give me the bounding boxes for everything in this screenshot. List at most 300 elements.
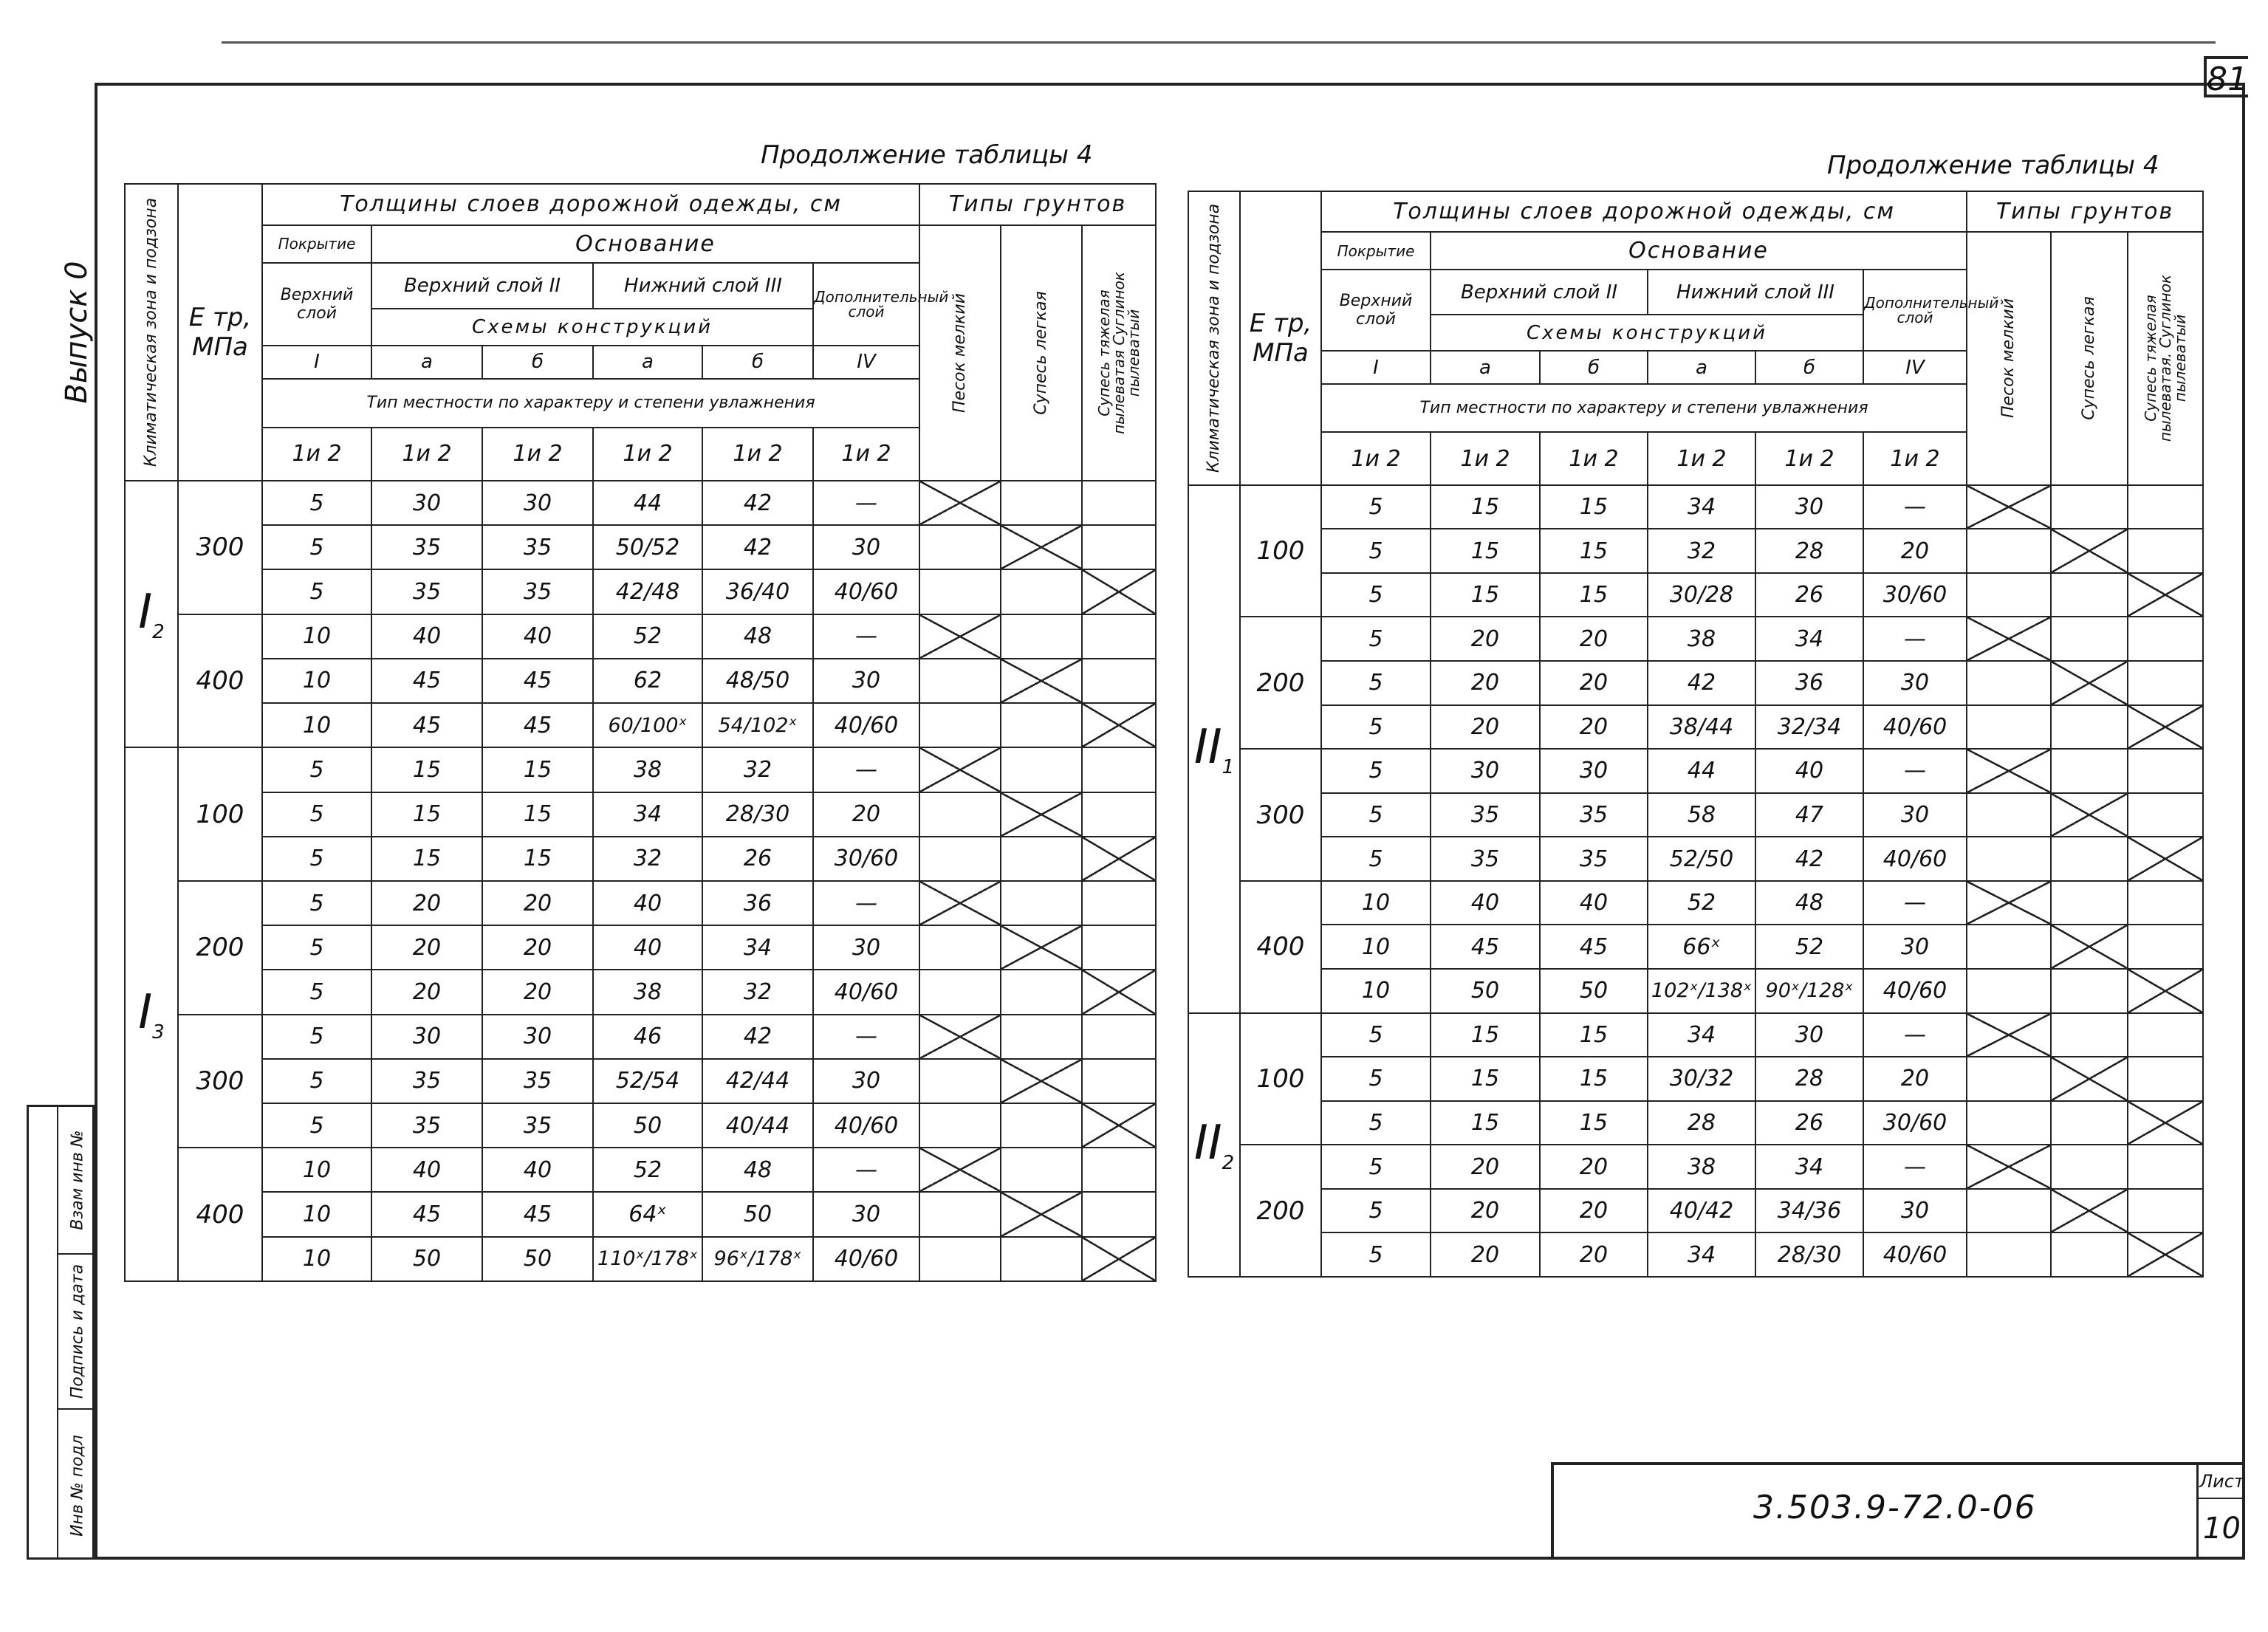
cell-value: 35 (482, 1103, 593, 1148)
cell-value: 10 (262, 614, 371, 659)
cell-value: — (813, 881, 919, 925)
cell-value: 20 (1540, 661, 1648, 705)
cell-value: 20 (1540, 1189, 1648, 1233)
table-row (1188, 573, 2203, 617)
soil-empty-cell (1967, 1232, 2051, 1277)
cell-value: 50 (593, 1103, 702, 1148)
soil-empty-cell (1967, 1057, 2051, 1101)
col-I: I (1321, 351, 1431, 384)
thickness-header: Толщины слоев дорожной одежды, см (262, 184, 919, 225)
soil-cross-mark (2128, 1101, 2203, 1145)
zone-header: Климатическая зона и подзона (125, 184, 178, 481)
terrain-col-5: 1и 2 (1755, 432, 1863, 484)
cell-value: 5 (262, 1059, 371, 1103)
cell-value: 30 (1863, 661, 1967, 705)
soil-empty-cell (919, 925, 1001, 970)
table-row (125, 703, 1156, 747)
cell-value: 20 (1540, 617, 1648, 661)
cell-value: 47 (1755, 793, 1863, 837)
soil-empty-cell (919, 837, 1001, 881)
soil-empty-cell (2128, 1145, 2203, 1189)
cell-value: 5 (262, 747, 371, 792)
cell-value: — (1863, 749, 1967, 793)
cell-value: 42 (1648, 661, 1755, 705)
table-row (125, 1059, 1156, 1103)
cell-value: 10 (1321, 969, 1431, 1013)
soil-cross-mark (2128, 705, 2203, 750)
soil-empty-cell (1001, 1015, 1082, 1059)
cell-value: 34 (1755, 617, 1863, 661)
soil-cross-mark (2051, 925, 2128, 969)
table-row (1188, 705, 2203, 750)
soil-empty-cell (2051, 1145, 2128, 1189)
soil-empty-cell (919, 659, 1001, 703)
cell-value: 40/44 (702, 1103, 813, 1148)
cell-value: — (1863, 617, 1967, 661)
terrain-col-5: 1и 2 (702, 428, 813, 481)
terrain-col-1: 1и 2 (1321, 432, 1431, 484)
cell-value: 45 (482, 703, 593, 747)
cell-value: 5 (1321, 573, 1431, 617)
etr-header: Е тр, МПа (1240, 191, 1321, 485)
cell-value: 30 (482, 1015, 593, 1059)
cell-value: 10 (1321, 925, 1431, 969)
cell-value: 30 (1755, 485, 1863, 529)
cell-value: 5 (1321, 1101, 1431, 1145)
soil-empty-cell (2051, 1232, 2128, 1277)
table-row (125, 1192, 1156, 1236)
col-a2: а (1648, 351, 1755, 384)
soil-cross-mark (1001, 1059, 1082, 1103)
soil-cross-mark (2051, 1057, 2128, 1101)
cell-value: 48 (702, 614, 813, 659)
cell-value: 42/44 (702, 1059, 813, 1103)
table-row (1188, 529, 2203, 573)
approval-stamp (27, 1105, 95, 1560)
cell-value: 34 (1648, 1013, 1755, 1057)
col-IV: IV (1863, 351, 1967, 384)
etr-header: Е тр, МПа (178, 184, 262, 481)
extra-layer-header: Дополнительный слой (1863, 270, 1967, 351)
terrain-col-1: 1и 2 (262, 428, 371, 481)
cell-value: 20 (371, 925, 482, 970)
soil-cross-mark (919, 481, 1001, 525)
soil-cross-mark (2051, 1189, 2128, 1233)
cell-value: 90ˣ/128ˣ (1755, 969, 1863, 1013)
cell-value: 52 (1755, 925, 1863, 969)
cell-value: 35 (1431, 837, 1540, 881)
soil-cross-mark (1967, 617, 2051, 661)
table-row (1188, 1145, 2203, 1189)
terrain-col-6: 1и 2 (1863, 432, 1967, 484)
cell-value: 34 (1648, 1232, 1755, 1277)
cell-value: 15 (1540, 1057, 1648, 1101)
soil-heavy-header: Супесь тяжелая пылеватая. Суглинок пылеватый (2128, 232, 2203, 485)
cell-value: 15 (371, 747, 482, 792)
cell-value: 32 (702, 747, 813, 792)
soil-empty-cell (2051, 573, 2128, 617)
cell-value: 42 (702, 525, 813, 569)
cell-value: 42 (702, 1015, 813, 1059)
cell-value: 5 (1321, 1013, 1431, 1057)
cell-value: 20 (1863, 529, 1967, 573)
table-row (125, 614, 1156, 659)
table-row (125, 837, 1156, 881)
cell-value: 15 (1431, 1101, 1540, 1145)
cell-value: 40 (482, 614, 593, 659)
soil-empty-cell (2051, 749, 2128, 793)
etr-value: 100 (178, 747, 262, 881)
etr-value: 100 (1240, 1013, 1321, 1145)
col-b: б (1540, 351, 1648, 384)
cell-value: 10 (262, 1148, 371, 1192)
terrain-col-6: 1и 2 (813, 428, 919, 481)
cell-value: 54/102ˣ (702, 703, 813, 747)
table-row (125, 970, 1156, 1014)
table-row (1188, 749, 2203, 793)
soil-empty-cell (1082, 747, 1156, 792)
cell-value: 34 (702, 925, 813, 970)
soil-empty-cell (1082, 614, 1156, 659)
cell-value: 44 (593, 481, 702, 525)
cell-value: 28/30 (702, 792, 813, 837)
cell-value: 34 (1755, 1145, 1863, 1189)
cell-value: 35 (371, 525, 482, 569)
soil-cross-mark (1001, 659, 1082, 703)
cell-value: 52/50 (1648, 837, 1755, 881)
document-code: 3.503.9-72.0-06 (1753, 1489, 2037, 1526)
soil-cross-mark (919, 1148, 1001, 1192)
cell-value: 26 (1755, 1101, 1863, 1145)
soil-empty-cell (919, 792, 1001, 837)
soil-cross-mark (1082, 569, 1156, 614)
cell-value: 10 (262, 703, 371, 747)
cell-value: 5 (1321, 485, 1431, 529)
soil-empty-cell (919, 1059, 1001, 1103)
etr-value: 200 (178, 881, 262, 1015)
soil-empty-cell (1082, 481, 1156, 525)
zone-label: $II_2$ (1188, 1013, 1240, 1277)
cell-value: 40/60 (813, 970, 919, 1014)
cell-value: 40 (593, 925, 702, 970)
cell-value: 5 (262, 525, 371, 569)
thickness-header: Толщины слоев дорожной одежды, см (1321, 191, 1967, 232)
soil-cross-mark (2128, 1232, 2203, 1277)
table-row (125, 1015, 1156, 1059)
cell-value: 28/30 (1755, 1232, 1863, 1277)
cell-value: 32 (1648, 529, 1755, 573)
table-row (1188, 925, 2203, 969)
cell-value: 10 (262, 659, 371, 703)
soil-empty-cell (1967, 661, 2051, 705)
soil-heavy-header: Супесь тяжелая пылеватая Суглинок пылеватый (1082, 225, 1156, 481)
soil-empty-cell (2051, 705, 2128, 750)
table-row (1188, 837, 2203, 881)
cell-value: 38 (593, 970, 702, 1014)
cell-value: 15 (1431, 1057, 1540, 1101)
col-b2: б (1755, 351, 1863, 384)
cell-value: 15 (1431, 485, 1540, 529)
cell-value: 50 (702, 1192, 813, 1236)
soil-empty-cell (1967, 969, 2051, 1013)
zone-label: $I_2$ (125, 481, 178, 747)
cell-value: 110ˣ/178ˣ (593, 1237, 702, 1281)
soil-types-header: Типы грунтов (1967, 191, 2203, 232)
soil-empty-cell (1001, 1148, 1082, 1192)
etr-value: 200 (1240, 1145, 1321, 1277)
cell-value: 50 (482, 1237, 593, 1281)
cell-value: 35 (1540, 837, 1648, 881)
soil-sandy-loam-header: Супесь легкая (1001, 225, 1082, 481)
table-row (1188, 1232, 2203, 1277)
cell-value: 20 (1540, 1232, 1648, 1277)
cell-value: 50 (371, 1237, 482, 1281)
soil-empty-cell (1967, 573, 2051, 617)
cell-value: 102ˣ/138ˣ (1648, 969, 1755, 1013)
extra-layer-header: Дополнительный слой (813, 263, 919, 345)
cell-value: 35 (371, 1103, 482, 1148)
table-row (125, 792, 1156, 837)
cell-value: 45 (371, 659, 482, 703)
table-row (125, 1237, 1156, 1281)
cell-value: 45 (482, 1192, 593, 1236)
etr-value: 400 (1240, 881, 1321, 1013)
soil-empty-cell (1967, 1101, 2051, 1145)
terrain-col-4: 1и 2 (1648, 432, 1755, 484)
soil-empty-cell (1082, 1015, 1156, 1059)
terrain-type-header: Тип местности по характеру и степени увлажнения (1321, 384, 1967, 432)
soil-empty-cell (919, 525, 1001, 569)
soil-empty-cell (1001, 970, 1082, 1014)
cell-value: — (1863, 1013, 1967, 1057)
soil-empty-cell (1001, 569, 1082, 614)
soil-cross-mark (919, 881, 1001, 925)
table-row (1188, 1101, 2203, 1145)
cell-value: 48 (702, 1148, 813, 1192)
etr-value: 400 (178, 614, 262, 748)
cell-value: 42/48 (593, 569, 702, 614)
soil-empty-cell (919, 1237, 1001, 1281)
lower-base-header: Нижний слой III (593, 263, 813, 309)
soil-cross-mark (2128, 969, 2203, 1013)
cell-value: 30 (813, 525, 919, 569)
cell-value: 45 (371, 703, 482, 747)
cell-value: 30 (1540, 749, 1648, 793)
cell-value: 5 (262, 481, 371, 525)
cell-value: 40 (1755, 749, 1863, 793)
upper-base-header: Верхний слой II (371, 263, 593, 309)
issue-label: Выпуск 0 (60, 261, 94, 404)
table-row (1188, 969, 2203, 1013)
cell-value: 40 (371, 614, 482, 659)
soil-empty-cell (1082, 1148, 1156, 1192)
cell-value: 10 (262, 1192, 371, 1236)
soil-empty-cell (2128, 881, 2203, 925)
cell-value: 20 (1863, 1057, 1967, 1101)
soil-cross-mark (919, 614, 1001, 659)
schemes-header: Схемы конструкций (371, 309, 813, 345)
cell-value: 15 (1540, 1013, 1648, 1057)
cell-value: 45 (1540, 925, 1648, 969)
cell-value: 50 (1431, 969, 1540, 1013)
table-row (125, 925, 1156, 970)
col-a: а (371, 346, 482, 379)
cell-value: 30 (1863, 793, 1967, 837)
cell-value: 20 (1431, 617, 1540, 661)
zone-label: $II_1$ (1188, 485, 1240, 1013)
soil-empty-cell (1001, 837, 1082, 881)
cell-value: 52 (593, 614, 702, 659)
title-block (1551, 1462, 2245, 1560)
cell-value: 28 (1648, 1101, 1755, 1145)
cell-value: 5 (262, 925, 371, 970)
table-row (125, 747, 1156, 792)
soil-empty-cell (1082, 1192, 1156, 1236)
soil-empty-cell (1967, 837, 2051, 881)
soil-cross-mark (1001, 1192, 1082, 1236)
cell-value: 34/36 (1755, 1189, 1863, 1233)
soil-empty-cell (2128, 529, 2203, 573)
table-row (125, 1103, 1156, 1148)
cell-value: — (1863, 881, 1967, 925)
soil-empty-cell (2128, 661, 2203, 705)
soil-types-header: Типы грунтов (919, 184, 1156, 225)
upper-base-header: Верхний слой II (1431, 270, 1648, 315)
cell-value: 52 (593, 1148, 702, 1192)
cell-value: — (813, 747, 919, 792)
cell-value: 30 (1431, 749, 1540, 793)
cell-value: 5 (1321, 1189, 1431, 1233)
cell-value: 30 (813, 659, 919, 703)
cell-value: 42 (702, 481, 813, 525)
terrain-col-3: 1и 2 (1540, 432, 1648, 484)
cell-value: 20 (813, 792, 919, 837)
cell-value: 15 (1540, 573, 1648, 617)
cell-value: 15 (1431, 573, 1540, 617)
soil-empty-cell (1082, 925, 1156, 970)
cell-value: 45 (371, 1192, 482, 1236)
col-b2: б (702, 346, 813, 379)
etr-value: 300 (1240, 749, 1321, 881)
cell-value: 66ˣ (1648, 925, 1755, 969)
cell-value: 40/60 (813, 703, 919, 747)
cell-value: 50 (1540, 969, 1648, 1013)
terrain-col-2: 1и 2 (1431, 432, 1540, 484)
cell-value: 40/60 (1863, 969, 1967, 1013)
left-continuation-title: Продолжение таблицы 4 (761, 140, 1093, 170)
cell-value: 15 (1431, 1013, 1540, 1057)
soil-empty-cell (1001, 1103, 1082, 1148)
schemes-header: Схемы конструкций (1431, 315, 1863, 351)
cell-value: 40/60 (1863, 837, 1967, 881)
soil-empty-cell (2128, 1057, 2203, 1101)
cell-value: 96ˣ/178ˣ (702, 1237, 813, 1281)
cell-value: 40 (371, 1148, 482, 1192)
table-row (1188, 1057, 2203, 1101)
soil-cross-mark (1082, 1103, 1156, 1148)
cell-value: 30 (813, 1059, 919, 1103)
cell-value: 5 (262, 1015, 371, 1059)
lower-base-header: Нижний слой III (1648, 270, 1863, 315)
cell-value: 62 (593, 659, 702, 703)
soil-empty-cell (919, 703, 1001, 747)
cell-value: 30/32 (1648, 1057, 1755, 1101)
right-table (1188, 191, 2204, 1278)
cell-value: — (813, 481, 919, 525)
cell-value: 35 (482, 1059, 593, 1103)
cell-value: 38/44 (1648, 705, 1755, 750)
cell-value: 40/60 (1863, 705, 1967, 750)
soil-cross-mark (1967, 749, 2051, 793)
terrain-col-2: 1и 2 (371, 428, 482, 481)
cell-value: 40 (482, 1148, 593, 1192)
table-row (125, 525, 1156, 569)
cell-value: 32 (702, 970, 813, 1014)
soil-empty-cell (1001, 481, 1082, 525)
soil-empty-cell (1001, 1237, 1082, 1281)
terrain-type-header: Тип местности по характеру и степени увлажнения (262, 379, 919, 428)
cell-value: 30 (1863, 925, 1967, 969)
soil-empty-cell (1082, 792, 1156, 837)
soil-sand-header: Песок мелкий (1967, 232, 2051, 485)
cell-value: 5 (1321, 529, 1431, 573)
cell-value: 40 (593, 881, 702, 925)
zone-header: Климатическая зона и подзона (1188, 191, 1240, 485)
soil-empty-cell (1001, 747, 1082, 792)
soil-cross-mark (2051, 793, 2128, 837)
cell-value: 34 (593, 792, 702, 837)
cell-value: 20 (1540, 705, 1648, 750)
cell-value: 40/60 (813, 1103, 919, 1148)
cell-value: 20 (482, 970, 593, 1014)
soil-empty-cell (2128, 1013, 2203, 1057)
sheet-number: 10 (2203, 1512, 2241, 1546)
soil-empty-cell (919, 569, 1001, 614)
soil-cross-mark (2051, 661, 2128, 705)
cell-value: 5 (1321, 793, 1431, 837)
soil-cross-mark (919, 1015, 1001, 1059)
cell-value: 5 (1321, 661, 1431, 705)
cell-value: 40/42 (1648, 1189, 1755, 1233)
cell-value: 35 (1431, 793, 1540, 837)
soil-empty-cell (2051, 1013, 2128, 1057)
soil-empty-cell (919, 1192, 1001, 1236)
cell-value: 20 (1431, 661, 1540, 705)
sheet-label: Лист (2199, 1465, 2245, 1499)
cell-value: 50/52 (593, 525, 702, 569)
cell-value: 5 (262, 792, 371, 837)
soil-empty-cell (2051, 969, 2128, 1013)
table-row (125, 481, 1156, 525)
soil-empty-cell (1967, 705, 2051, 750)
soil-cross-mark (2051, 529, 2128, 573)
soil-empty-cell (2128, 1189, 2203, 1233)
top-layer-header: Верхний слой (262, 263, 371, 345)
cell-value: 15 (482, 747, 593, 792)
cell-value: 20 (1431, 1189, 1540, 1233)
cell-value: 5 (262, 837, 371, 881)
cell-value: 30 (1863, 1189, 1967, 1233)
pokrytie-header: Покрытие (262, 225, 371, 264)
col-IV: IV (813, 346, 919, 379)
cell-value: 35 (482, 525, 593, 569)
cell-value: 35 (371, 1059, 482, 1103)
cell-value: 48/50 (702, 659, 813, 703)
cell-value: 5 (262, 1103, 371, 1148)
cell-value: 20 (1431, 1232, 1540, 1277)
etr-value: 100 (1240, 485, 1321, 617)
etr-value: 400 (178, 1148, 262, 1281)
